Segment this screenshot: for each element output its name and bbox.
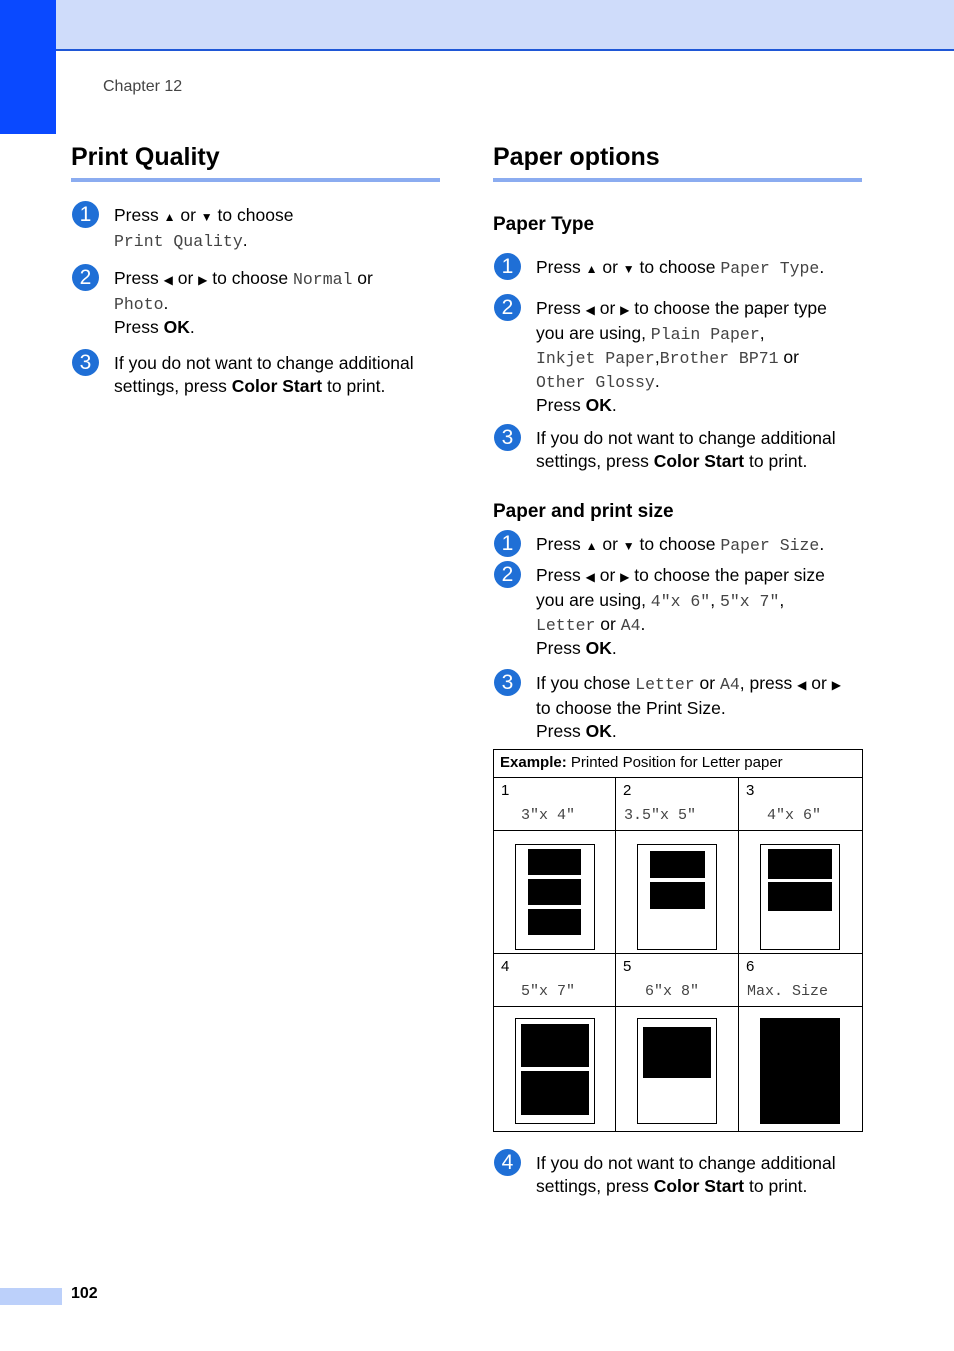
left-arrow-icon: ◀ xyxy=(585,570,595,584)
right-arrow-icon: ▶ xyxy=(198,273,208,287)
title-rule xyxy=(71,178,440,182)
example-cell: 4 5"x 7" xyxy=(494,954,616,1007)
right-arrow-icon: ▶ xyxy=(620,570,630,584)
chapter-tab xyxy=(0,0,56,134)
example-cell: 6 Max. Size xyxy=(739,954,863,1007)
step-number: 1 xyxy=(494,530,521,557)
paper-type-heading: Paper Type xyxy=(493,214,595,235)
example-table xyxy=(493,749,863,1132)
paper-size-heading: Paper and print size xyxy=(493,501,674,522)
step-number: 3 xyxy=(494,424,521,451)
right-arrow-icon: ▶ xyxy=(620,303,630,317)
step-number: 2 xyxy=(494,294,521,321)
step-number: 2 xyxy=(72,264,99,291)
step-number: 3 xyxy=(72,349,99,376)
header-bar xyxy=(0,0,954,51)
step-number: 1 xyxy=(494,253,521,280)
footer-bar xyxy=(0,1288,62,1305)
step-number: 2 xyxy=(494,561,521,588)
layout-illustration-2 xyxy=(616,831,739,954)
title-rule xyxy=(493,178,862,182)
layout-illustration-5 xyxy=(616,1007,739,1132)
example-cell: 2 3.5"x 5" xyxy=(616,778,739,831)
left-arrow-icon: ◀ xyxy=(163,273,173,287)
example-cell: 3 4"x 6" xyxy=(739,778,863,831)
down-arrow-icon: ▼ xyxy=(622,539,635,553)
print-quality-title: Print Quality xyxy=(71,143,220,171)
layout-illustration-3 xyxy=(739,831,863,954)
down-arrow-icon: ▼ xyxy=(200,210,213,224)
up-arrow-icon: ▲ xyxy=(585,539,598,553)
chapter-label: Chapter 12 xyxy=(103,78,183,95)
down-arrow-icon: ▼ xyxy=(622,262,635,276)
example-cell: 5 6"x 8" xyxy=(616,954,739,1007)
example-header: Example: Printed Position for Letter paper xyxy=(494,750,863,778)
left-arrow-icon: ◀ xyxy=(585,303,595,317)
page-number: 102 xyxy=(71,1285,98,1302)
up-arrow-icon: ▲ xyxy=(163,210,176,224)
right-arrow-icon: ▶ xyxy=(831,678,841,692)
example-cell: 1 3"x 4" xyxy=(494,778,616,831)
step-number: 3 xyxy=(494,669,521,696)
up-arrow-icon: ▲ xyxy=(585,262,598,276)
step-number: 4 xyxy=(494,1149,521,1176)
layout-illustration-1 xyxy=(494,831,616,954)
left-arrow-icon: ◀ xyxy=(797,678,807,692)
layout-illustration-6 xyxy=(739,1007,863,1132)
step-number: 1 xyxy=(72,201,99,228)
layout-illustration-4 xyxy=(494,1007,616,1132)
paper-options-title: Paper options xyxy=(493,143,660,171)
